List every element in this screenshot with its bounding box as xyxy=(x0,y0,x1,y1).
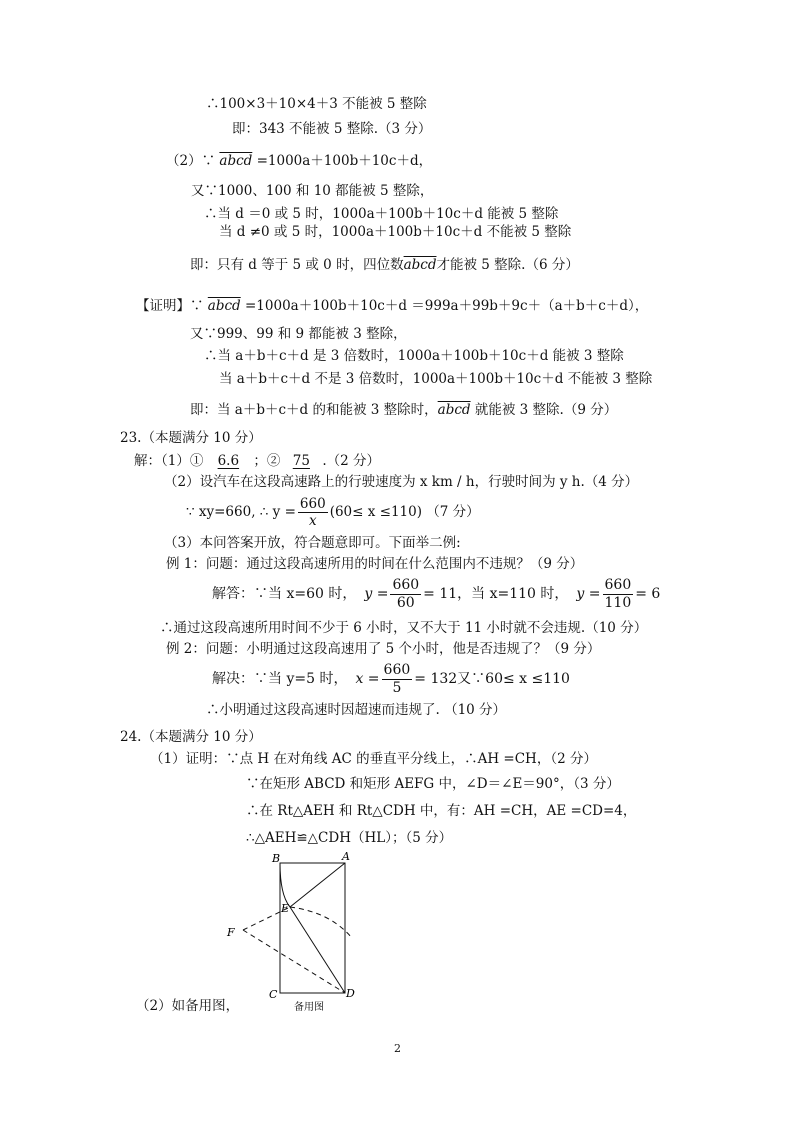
q24-line-1: （1）证明：∵点 H 在对角线 AC 的垂直平分线上，∴AH =CH，（2 分） xyxy=(150,751,597,767)
q24-line-2: ∵在矩形 ABCD 和矩形 AEFG 中，∠D＝∠E＝90°，（3 分） xyxy=(246,776,620,792)
q23-line-9: 解决：∵当 y=5 时， x = $\frac{660}{5}$ = 132 又∵60≤ x ≤110 xyxy=(212,662,570,696)
abcd-overline: abcd xyxy=(219,153,253,169)
line-p2-4: 当 d ≠0 或 5 时，1000a＋100b＋10c＋d 不能被 5 整除 xyxy=(219,224,572,240)
q23-line-8: 例 2：问题：小明通过这段高速用了 5 个小时，他是否违规了？（9 分） xyxy=(166,641,601,657)
answer-blank-1: 6.6 xyxy=(217,453,240,469)
line-p2-5: 即：只有 d 等于 5 或 0 时，四位数abcd才能被 5 整除.（6 分） xyxy=(190,257,579,273)
q23-line-5: 例 1：问题：通过这段高速所用的时间在什么范围内不违规？（9 分） xyxy=(166,556,584,572)
fraction-660-over-5: $\frac{660}{5}$ xyxy=(383,662,411,696)
q23-line-2: （2）设汽车在这段高速路上的行驶速度为 x km / h，行驶时间为 y h.（4 分） xyxy=(164,474,639,490)
fraction-660-over-60: $\frac{660}{60}$ xyxy=(392,577,420,611)
line-proof-5: 即：当 a＋b＋c＋d 的和能被 3 整除时，abcd 就能被 3 整除.（9 分） xyxy=(190,402,618,418)
line-proof-4: 当 a＋b＋c＋d 不是 3 倍数时，1000a＋100b＋10c＋d 不能被 3 整除 xyxy=(219,371,653,387)
line-p1-2: 即：343 不能被 5 整除.（3 分） xyxy=(232,121,432,137)
line-p2-1: （2）∵ abcd =1000a＋100b＋10c＋d， xyxy=(166,153,433,169)
fraction-660-over-x: $\frac{660}{x}$ xyxy=(299,496,326,530)
dash-arc xyxy=(290,907,352,938)
q24-line-3: ∴在 Rt△AEH 和 Rt△CDH 中，有：AH =CH，AE =CD=4， xyxy=(246,803,637,819)
q24-line-4: ∴△AEH≌△CDH（HL）；（5 分） xyxy=(246,830,453,846)
line-proof-2: 又∵999、99 和 9 都能被 3 整除， xyxy=(190,326,407,342)
q23-line-3: ∵ xy=660, ∴ y = $\frac{660}{x}$ (60≤ x ≤110) （7 分） xyxy=(186,496,480,530)
line-proof-1: 【证明】∵ abcd =1000a＋100b＋10c＋d ＝999a＋99b＋9c＋（a＋b＋c＋d）， xyxy=(136,298,649,314)
fraction-660-over-110: $\frac{660}{110}$ xyxy=(604,577,632,611)
q23-title: 23.（本题满分 10 分） xyxy=(120,430,262,446)
q24-title: 24.（本题满分 10 分） xyxy=(120,729,262,745)
line-p2-3: ∴当 d ＝0 或 5 时，1000a＋100b＋10c＋d 能被 5 整除 xyxy=(204,206,559,222)
label-e: E xyxy=(281,902,290,915)
q23-line-7: ∴通过这段高速所用时间不少于 6 小时，又不大于 11 小时就不会违规.（10 分） xyxy=(160,620,648,636)
geometry-figure xyxy=(220,850,380,1015)
line-ae xyxy=(290,863,345,907)
figure-caption: 备用图 xyxy=(294,1002,324,1013)
answer-blank-2: 75 xyxy=(292,453,310,469)
q23-line-10: ∴小明通过这段高速时因超速而违规了. （10 分） xyxy=(206,702,507,718)
q23-line-1: 解：（1）① 6.6 ；② 75 .（2 分） xyxy=(134,453,381,469)
line-proof-3: ∴当 a＋b＋c＋d 是 3 倍数时，1000a＋100b＋10c＋d 能被 3 整除 xyxy=(204,348,624,364)
line-p1-1: ∴100×3＋10×4＋3 不能被 5 整除 xyxy=(206,96,427,112)
label-d: D xyxy=(346,987,355,1000)
page-number: 2 xyxy=(394,1042,401,1055)
label-a: A xyxy=(342,850,350,863)
arc-be xyxy=(280,863,290,907)
q23-line-4: （3）本问答案开放，符合题意即可。下面举二例: xyxy=(164,535,461,551)
q23-line-6: 解答：∵当 x=60 时， y = $\frac{660}{60}$ = 11， 当 x=110 时， y = $\frac{660}{110}$ = 6 xyxy=(212,577,661,611)
line-ed xyxy=(290,907,345,993)
label-c: C xyxy=(269,988,278,1001)
line-p2-2: 又∵1000、100 和 10 都能被 5 整除， xyxy=(191,183,434,199)
label-f: F xyxy=(227,926,235,939)
q24-line-5: （2）如备用图， xyxy=(136,998,240,1014)
dash-fd xyxy=(243,930,345,993)
label-b: B xyxy=(272,852,281,865)
